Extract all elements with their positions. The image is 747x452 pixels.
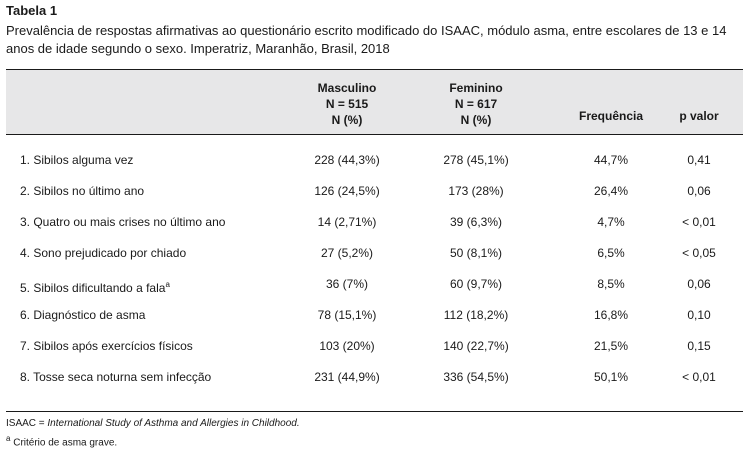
cell-frequency-text: 50,1% (593, 370, 629, 384)
row-label-text: 7. Sibilos após exercícios físicos (20, 339, 193, 353)
footnote-expansion: International Study of Asthma and Allergies in Childhood. (47, 418, 300, 429)
cell-male-text: 126 (24,5%) (314, 184, 380, 198)
cell-male (282, 269, 412, 300)
female-unit: N (%) (460, 113, 492, 127)
cell-pvalue-text: 0,10 (687, 308, 711, 322)
cell-frequency (561, 176, 661, 207)
footnote-a (6, 434, 117, 448)
cell-frequency-text: 6,5% (597, 246, 625, 260)
cell-frequency-text: 26,4% (593, 184, 629, 198)
cell-female (411, 300, 541, 331)
cell-frequency (561, 145, 661, 176)
cell-male-text: 27 (5,2%) (320, 246, 374, 260)
footnote-abbr: ISAAC = (6, 418, 48, 429)
cell-pvalue (661, 176, 737, 207)
table-row (6, 300, 743, 331)
row-label (20, 238, 186, 269)
cell-pvalue-text: < 0,01 (682, 215, 716, 229)
column-header-male (282, 80, 412, 128)
row-label (20, 176, 144, 207)
cell-female (411, 238, 541, 269)
male-n: N = 515 (325, 97, 369, 111)
cell-pvalue (661, 238, 737, 269)
cell-pvalue (661, 207, 737, 238)
row-label-text: 1. Sibilos alguma vez (20, 153, 134, 167)
cell-pvalue (661, 269, 737, 300)
cell-male-text: 228 (44,3%) (314, 153, 380, 167)
cell-pvalue (661, 362, 737, 393)
row-label (20, 300, 145, 331)
footnote-isaac (6, 418, 300, 429)
row-label-text: 3. Quatro ou mais crises no último ano (20, 215, 226, 229)
cell-female (411, 145, 541, 176)
cell-frequency (561, 331, 661, 362)
row-label-text: 4. Sono prejudicado por chiado (20, 246, 187, 260)
row-label (20, 362, 211, 393)
cell-frequency (561, 269, 661, 300)
column-header-pvalue: p valor (679, 109, 719, 123)
table-row (6, 207, 743, 238)
row-label-text: 6. Diagnóstico de asma (20, 308, 146, 322)
cell-female-text: 60 (9,7%) (449, 277, 503, 291)
cell-female (411, 269, 541, 300)
cell-pvalue-text: < 0,01 (682, 370, 716, 384)
table-row (6, 145, 743, 176)
cell-female-text: 112 (18,2%) (443, 308, 509, 322)
cell-frequency (561, 238, 661, 269)
bottom-rule (6, 411, 743, 412)
female-n: N = 617 (454, 97, 498, 111)
table-caption: Prevalência de respostas afirmativas ao questionário escrito modificado do ISAAC, módulo asma, entre escolares de 13 e 14 anos de idade segundo o sexo. Imperatriz, Maranhão, Brasil, 2018 (6, 23, 727, 56)
cell-frequency-text: 8,5% (597, 277, 625, 291)
table-row (6, 269, 743, 300)
cell-pvalue-text: < 0,05 (682, 246, 716, 260)
cell-female-text: 140 (22,7%) (443, 339, 509, 353)
female-label: Feminino (449, 81, 503, 95)
footnote-marker: a (6, 434, 11, 443)
row-label (20, 207, 225, 238)
cell-frequency (561, 362, 661, 393)
cell-female (411, 176, 541, 207)
row-label-text: 2. Sibilos no último ano (20, 184, 145, 198)
cell-frequency-text: 21,5% (593, 339, 629, 353)
cell-pvalue-text: 0,06 (687, 184, 711, 198)
cell-pvalue-text: 0,41 (687, 153, 711, 167)
cell-pvalue-text: 0,06 (687, 277, 711, 291)
table-row (6, 238, 743, 269)
cell-female (411, 331, 541, 362)
cell-male-text: 231 (44,9%) (314, 370, 380, 384)
cell-pvalue (661, 300, 737, 331)
cell-frequency (561, 300, 661, 331)
cell-pvalue (661, 145, 737, 176)
cell-frequency-text: 4,7% (597, 215, 625, 229)
header-rule (6, 134, 743, 135)
cell-frequency-text: 44,7% (593, 153, 629, 167)
cell-male-text: 36 (7%) (325, 277, 369, 291)
cell-male (282, 145, 412, 176)
male-label: Masculino (317, 81, 377, 95)
cell-male-text: 78 (15,1%) (317, 308, 377, 322)
cell-male (282, 331, 412, 362)
cell-male-text: 103 (20%) (319, 339, 375, 353)
male-unit: N (%) (331, 113, 363, 127)
column-header-female (411, 80, 541, 128)
cell-frequency (561, 207, 661, 238)
cell-male (282, 207, 412, 238)
row-label-text: 8. Tosse seca noturna sem infecção (20, 370, 212, 384)
cell-pvalue-text: 0,15 (687, 339, 711, 353)
cell-female-text: 39 (6,3%) (449, 215, 503, 229)
row-label (20, 331, 193, 362)
cell-male (282, 362, 412, 393)
footnote-marker: a (165, 280, 170, 289)
table-title: Tabela 1 (6, 3, 58, 18)
table-row (6, 176, 743, 207)
cell-female (411, 362, 541, 393)
row-label (20, 145, 133, 176)
footnote-text: Critério de asma grave. (10, 437, 118, 449)
cell-female-text: 278 (45,1%) (443, 153, 509, 167)
cell-female-text: 50 (8,1%) (449, 246, 503, 260)
row-label-text: 5. Sibilos dificultando a fala (20, 281, 166, 295)
cell-male-text: 14 (2,71%) (317, 215, 377, 229)
cell-pvalue (661, 331, 737, 362)
cell-frequency-text: 16,8% (593, 308, 629, 322)
cell-male (282, 176, 412, 207)
cell-male (282, 300, 412, 331)
table-row (6, 331, 743, 362)
column-header-frequency: Frequência (578, 109, 644, 123)
row-label (20, 269, 170, 304)
cell-female-text: 173 (28%) (448, 184, 504, 198)
cell-female-text: 336 (54,5%) (443, 370, 509, 384)
cell-female (411, 207, 541, 238)
cell-male (282, 238, 412, 269)
table-row (6, 362, 743, 393)
